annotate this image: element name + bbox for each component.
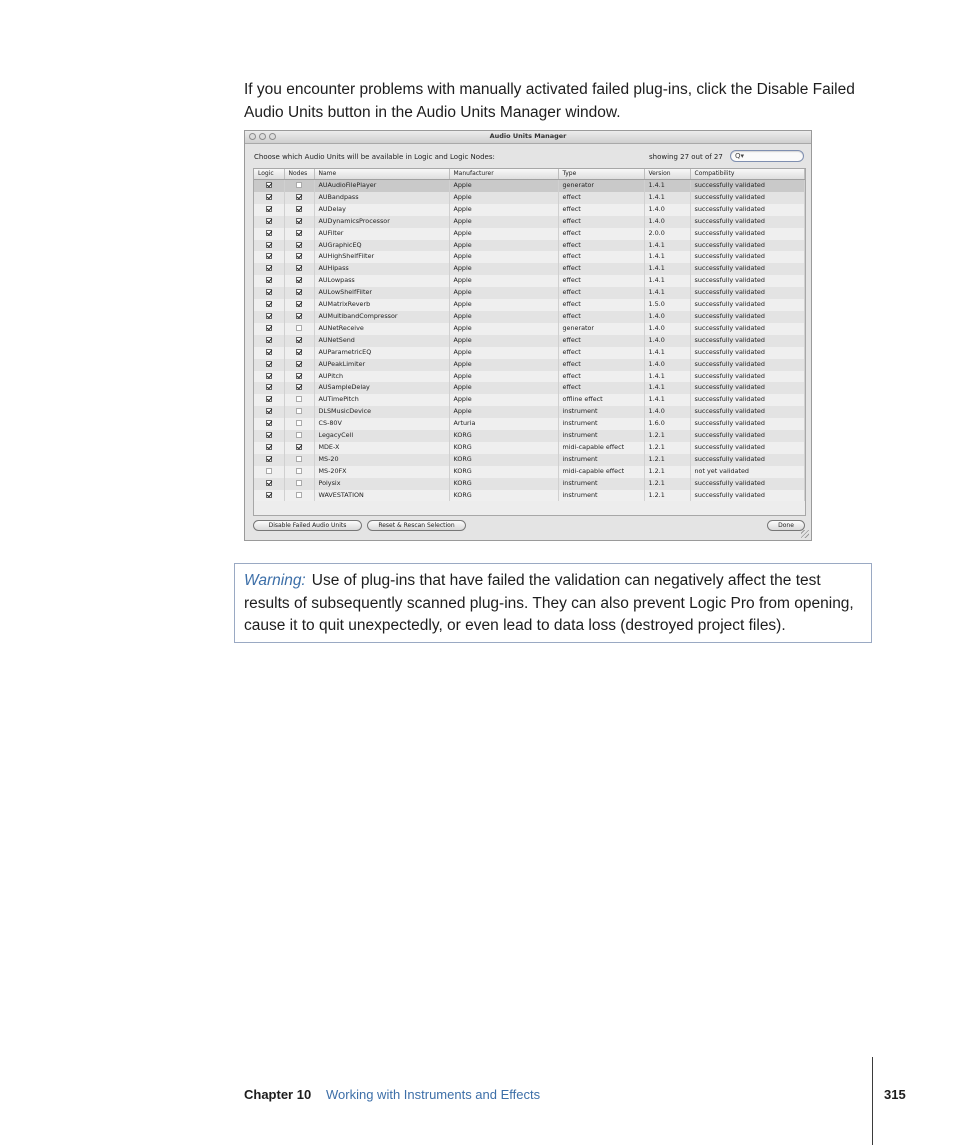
type-cell: effect — [558, 311, 644, 323]
version-cell: 1.4.0 — [644, 216, 690, 228]
prompt-label: Choose which Audio Units will be available in Logic and Logic Nodes: — [254, 153, 495, 161]
manufacturer-cell: KORG — [449, 466, 558, 478]
nodes-checkbox[interactable] — [296, 468, 302, 474]
manufacturer-cell: Apple — [449, 382, 558, 394]
version-cell: 1.2.1 — [644, 478, 690, 490]
logic-cell — [254, 192, 284, 204]
type-cell: effect — [558, 275, 644, 287]
table-row[interactable] — [254, 466, 805, 478]
nodes-cell — [284, 251, 314, 263]
version-cell: 1.4.1 — [644, 251, 690, 263]
name-cell: MDE-X — [314, 442, 449, 454]
nodes-cell — [284, 371, 314, 383]
table-row[interactable] — [254, 240, 805, 252]
warning-label: Warning: — [244, 572, 306, 589]
table-row[interactable] — [254, 478, 805, 490]
nodes-checkbox[interactable] — [296, 349, 302, 355]
nodes-cell — [284, 454, 314, 466]
table-row[interactable] — [254, 359, 805, 371]
manufacturer-cell: KORG — [449, 490, 558, 502]
compat-cell: successfully validated — [690, 311, 805, 323]
version-cell: 1.4.1 — [644, 371, 690, 383]
version-cell: 1.2.1 — [644, 454, 690, 466]
name-cell: AUMatrixReverb — [314, 299, 449, 311]
compat-cell: successfully validated — [690, 371, 805, 383]
logic-cell — [254, 335, 284, 347]
name-cell: AUGraphicEQ — [314, 240, 449, 252]
logic-checkbox[interactable] — [266, 444, 272, 450]
manufacturer-cell: Apple — [449, 359, 558, 371]
nodes-cell — [284, 228, 314, 240]
name-cell: WAVESTATION — [314, 490, 449, 502]
type-cell: effect — [558, 335, 644, 347]
logic-cell — [254, 275, 284, 287]
logic-cell — [254, 382, 284, 394]
logic-checkbox[interactable] — [266, 492, 272, 498]
column-header[interactable]: Version — [644, 169, 690, 180]
name-cell: AUDelay — [314, 204, 449, 216]
logic-cell — [254, 240, 284, 252]
done-button[interactable]: Done — [767, 520, 805, 531]
compat-cell: successfully validated — [690, 430, 805, 442]
nodes-cell — [284, 287, 314, 299]
nodes-cell — [284, 359, 314, 371]
logic-checkbox[interactable] — [266, 325, 272, 331]
logic-checkbox[interactable] — [266, 230, 272, 236]
name-cell: LegacyCell — [314, 430, 449, 442]
column-header[interactable]: Logic — [254, 169, 284, 180]
manufacturer-cell: KORG — [449, 442, 558, 454]
logic-cell — [254, 180, 284, 192]
type-cell: effect — [558, 216, 644, 228]
version-cell: 1.4.1 — [644, 263, 690, 275]
column-header[interactable]: Manufacturer — [449, 169, 558, 180]
manufacturer-cell: Apple — [449, 192, 558, 204]
manufacturer-cell: Arturia — [449, 418, 558, 430]
table-row[interactable] — [254, 454, 805, 466]
logic-checkbox[interactable] — [266, 301, 272, 307]
nodes-cell — [284, 323, 314, 335]
name-cell: CS-80V — [314, 418, 449, 430]
nodes-cell — [284, 466, 314, 478]
version-cell: 2.0.0 — [644, 228, 690, 240]
nodes-checkbox[interactable] — [296, 194, 302, 200]
table-row[interactable] — [254, 204, 805, 216]
reset-rescan-button[interactable]: Reset & Rescan Selection — [367, 520, 466, 531]
logic-checkbox[interactable] — [266, 313, 272, 319]
table-row[interactable] — [254, 490, 805, 502]
compat-cell: successfully validated — [690, 263, 805, 275]
logic-cell — [254, 454, 284, 466]
version-cell: 1.4.0 — [644, 323, 690, 335]
manufacturer-cell: Apple — [449, 204, 558, 216]
nodes-checkbox[interactable] — [296, 373, 302, 379]
logic-checkbox[interactable] — [266, 396, 272, 402]
compat-cell: successfully validated — [690, 382, 805, 394]
nodes-checkbox[interactable] — [296, 492, 302, 498]
compat-cell: successfully validated — [690, 192, 805, 204]
intro-paragraph: If you encounter problems with manually activated failed plug-ins, click the Disable Failed Audio Units button in the Audio Units Manager window. — [244, 80, 855, 121]
compat-cell: not yet validated — [690, 466, 805, 478]
warning-text: Use of plug-ins that have failed the validation can negatively affect the test results of subsequently scanned plug-ins. They can also prevent Logic Pro from opening, cause it to quit unexpectedly, or even lead to data loss (destroyed project files). — [244, 572, 854, 634]
table-row[interactable] — [254, 180, 805, 192]
manufacturer-cell: KORG — [449, 454, 558, 466]
manufacturer-cell: Apple — [449, 299, 558, 311]
compat-cell: successfully validated — [690, 359, 805, 371]
name-cell: AUHipass — [314, 263, 449, 275]
logic-checkbox[interactable] — [266, 218, 272, 224]
name-cell: AUNetReceive — [314, 323, 449, 335]
name-cell: AUHighShelfFilter — [314, 251, 449, 263]
type-cell: effect — [558, 192, 644, 204]
nodes-cell — [284, 335, 314, 347]
manufacturer-cell: Apple — [449, 311, 558, 323]
name-cell: AUMultibandCompressor — [314, 311, 449, 323]
logic-checkbox[interactable] — [266, 349, 272, 355]
version-cell: 1.4.0 — [644, 406, 690, 418]
version-cell: 1.4.1 — [644, 394, 690, 406]
name-cell: DLSMusicDevice — [314, 406, 449, 418]
table-row[interactable] — [254, 335, 805, 347]
type-cell: effect — [558, 347, 644, 359]
type-cell: midi-capable effect — [558, 466, 644, 478]
manufacturer-cell: Apple — [449, 371, 558, 383]
logic-checkbox[interactable] — [266, 289, 272, 295]
logic-checkbox[interactable] — [266, 480, 272, 486]
name-cell: AUDynamicsProcessor — [314, 216, 449, 228]
column-header[interactable]: Name — [314, 169, 449, 180]
table-row[interactable] — [254, 311, 805, 323]
type-cell: effect — [558, 382, 644, 394]
nodes-checkbox[interactable] — [296, 444, 302, 450]
version-cell: 1.4.0 — [644, 204, 690, 216]
compat-cell: successfully validated — [690, 275, 805, 287]
type-cell: effect — [558, 359, 644, 371]
name-cell: AUParametricEQ — [314, 347, 449, 359]
manufacturer-cell: Apple — [449, 240, 558, 252]
type-cell: generator — [558, 323, 644, 335]
compat-cell: successfully validated — [690, 204, 805, 216]
logic-checkbox[interactable] — [266, 456, 272, 462]
logic-cell — [254, 347, 284, 359]
nodes-checkbox[interactable] — [296, 182, 302, 188]
compat-cell: successfully validated — [690, 406, 805, 418]
compat-cell: successfully validated — [690, 454, 805, 466]
footer-chapter-title: Working with Instruments and Effects — [326, 1087, 541, 1102]
search-field[interactable] — [730, 150, 804, 162]
compat-cell: successfully validated — [690, 323, 805, 335]
type-cell: effect — [558, 287, 644, 299]
compat-cell: successfully validated — [690, 335, 805, 347]
nodes-cell — [284, 275, 314, 287]
manufacturer-cell: Apple — [449, 347, 558, 359]
column-header[interactable]: Type — [558, 169, 644, 180]
type-cell: effect — [558, 263, 644, 275]
nodes-checkbox[interactable] — [296, 277, 302, 283]
logic-cell — [254, 490, 284, 502]
type-cell: offline effect — [558, 394, 644, 406]
search-icon[interactable]: Q▾ — [735, 152, 745, 160]
audio-units-manager-window — [244, 130, 812, 541]
type-cell: instrument — [558, 406, 644, 418]
version-cell: 1.4.0 — [644, 335, 690, 347]
logic-cell — [254, 359, 284, 371]
table-header — [254, 169, 805, 180]
manufacturer-cell: Apple — [449, 275, 558, 287]
nodes-checkbox[interactable] — [296, 337, 302, 343]
type-cell: generator — [558, 180, 644, 192]
table-row[interactable] — [254, 263, 805, 275]
compat-cell: successfully validated — [690, 251, 805, 263]
logic-checkbox[interactable] — [266, 384, 272, 390]
resize-grip-icon[interactable] — [801, 530, 809, 538]
table-row[interactable] — [254, 192, 805, 204]
nodes-cell — [284, 394, 314, 406]
name-cell: AUPeakLimiter — [314, 359, 449, 371]
nodes-checkbox[interactable] — [296, 432, 302, 438]
compat-cell: successfully validated — [690, 418, 805, 430]
table-row[interactable] — [254, 251, 805, 263]
name-cell: AUNetSend — [314, 335, 449, 347]
table-row[interactable] — [254, 347, 805, 359]
nodes-cell — [284, 490, 314, 502]
nodes-checkbox[interactable] — [296, 301, 302, 307]
nodes-cell — [284, 192, 314, 204]
nodes-cell — [284, 204, 314, 216]
version-cell: 1.5.0 — [644, 299, 690, 311]
version-cell: 1.4.1 — [644, 192, 690, 204]
logic-cell — [254, 299, 284, 311]
compat-cell: successfully validated — [690, 478, 805, 490]
version-cell: 1.4.0 — [644, 359, 690, 371]
version-cell: 1.6.0 — [644, 418, 690, 430]
manufacturer-cell: Apple — [449, 228, 558, 240]
logic-checkbox[interactable] — [266, 253, 272, 259]
manufacturer-cell: KORG — [449, 478, 558, 490]
compat-cell: successfully validated — [690, 287, 805, 299]
version-cell: 1.4.1 — [644, 180, 690, 192]
logic-checkbox[interactable] — [266, 468, 272, 474]
disable-failed-audio-units-button[interactable]: Disable Failed Audio Units — [253, 520, 362, 531]
table-row[interactable] — [254, 430, 805, 442]
version-cell: 1.2.1 — [644, 490, 690, 502]
type-cell: instrument — [558, 478, 644, 490]
compat-cell: successfully validated — [690, 442, 805, 454]
name-cell: AUAudioFilePlayer — [314, 180, 449, 192]
logic-checkbox[interactable] — [266, 408, 272, 414]
nodes-checkbox[interactable] — [296, 384, 302, 390]
compat-cell: successfully validated — [690, 228, 805, 240]
compat-cell: successfully validated — [690, 216, 805, 228]
manufacturer-cell: Apple — [449, 251, 558, 263]
logic-cell — [254, 228, 284, 240]
logic-cell — [254, 287, 284, 299]
version-cell: 1.2.1 — [644, 430, 690, 442]
nodes-checkbox[interactable] — [296, 313, 302, 319]
name-cell: MS-20 — [314, 454, 449, 466]
nodes-checkbox[interactable] — [296, 361, 302, 367]
compat-cell: successfully validated — [690, 394, 805, 406]
manufacturer-cell: Apple — [449, 406, 558, 418]
compat-cell: successfully validated — [690, 490, 805, 502]
logic-cell — [254, 263, 284, 275]
compat-cell: successfully validated — [690, 347, 805, 359]
logic-checkbox[interactable] — [266, 182, 272, 188]
name-cell: AUBandpass — [314, 192, 449, 204]
nodes-cell — [284, 442, 314, 454]
version-cell: 1.2.1 — [644, 442, 690, 454]
footer-divider — [872, 1057, 873, 1145]
logic-cell — [254, 371, 284, 383]
nodes-checkbox[interactable] — [296, 230, 302, 236]
window-title: Audio Units Manager — [489, 132, 567, 140]
page-number: 315 — [884, 1087, 906, 1102]
logic-checkbox[interactable] — [266, 337, 272, 343]
manufacturer-cell: Apple — [449, 263, 558, 275]
table-row[interactable] — [254, 442, 805, 454]
table-row[interactable] — [254, 275, 805, 287]
nodes-checkbox[interactable] — [296, 289, 302, 295]
version-cell: 1.4.1 — [644, 240, 690, 252]
version-cell: 1.4.1 — [644, 382, 690, 394]
nodes-checkbox[interactable] — [296, 408, 302, 414]
nodes-checkbox[interactable] — [296, 253, 302, 259]
logic-cell — [254, 418, 284, 430]
logic-cell — [254, 204, 284, 216]
table-row[interactable] — [254, 216, 805, 228]
logic-cell — [254, 406, 284, 418]
nodes-cell — [284, 406, 314, 418]
manufacturer-cell: Apple — [449, 335, 558, 347]
nodes-cell — [284, 216, 314, 228]
manufacturer-cell: Apple — [449, 287, 558, 299]
manufacturer-cell: Apple — [449, 323, 558, 335]
table-row[interactable] — [254, 287, 805, 299]
nodes-checkbox[interactable] — [296, 325, 302, 331]
title-bar — [245, 131, 811, 144]
nodes-checkbox[interactable] — [296, 206, 302, 212]
type-cell: instrument — [558, 418, 644, 430]
type-cell: effect — [558, 371, 644, 383]
warning-box — [234, 563, 872, 643]
table-row[interactable] — [254, 299, 805, 311]
name-cell: Polysix — [314, 478, 449, 490]
manufacturer-cell: Apple — [449, 394, 558, 406]
name-cell: MS-20FX — [314, 466, 449, 478]
logic-cell — [254, 478, 284, 490]
logic-checkbox[interactable] — [266, 373, 272, 379]
type-cell: instrument — [558, 430, 644, 442]
footer-chapter: Chapter 10 — [244, 1087, 312, 1102]
name-cell: AULowShelfFilter — [314, 287, 449, 299]
logic-cell — [254, 466, 284, 478]
manufacturer-cell: Apple — [449, 180, 558, 192]
showing-count: showing 27 out of 27 — [649, 153, 723, 161]
name-cell: AUTimePitch — [314, 394, 449, 406]
logic-checkbox[interactable] — [266, 432, 272, 438]
nodes-cell — [284, 240, 314, 252]
manufacturer-cell: KORG — [449, 430, 558, 442]
logic-checkbox[interactable] — [266, 194, 272, 200]
type-cell: effect — [558, 240, 644, 252]
logic-checkbox[interactable] — [266, 265, 272, 271]
version-cell: 1.4.1 — [644, 287, 690, 299]
version-cell: 1.4.1 — [644, 347, 690, 359]
logic-checkbox[interactable] — [266, 206, 272, 212]
column-header[interactable]: Nodes — [284, 169, 314, 180]
logic-checkbox[interactable] — [266, 361, 272, 367]
table-row[interactable] — [254, 371, 805, 383]
logic-cell — [254, 311, 284, 323]
nodes-checkbox[interactable] — [296, 396, 302, 402]
table-row[interactable] — [254, 382, 805, 394]
type-cell: instrument — [558, 454, 644, 466]
nodes-checkbox[interactable] — [296, 242, 302, 248]
nodes-checkbox[interactable] — [296, 456, 302, 462]
nodes-checkbox[interactable] — [296, 218, 302, 224]
name-cell: AUSampleDelay — [314, 382, 449, 394]
nodes-cell — [284, 382, 314, 394]
logic-cell — [254, 394, 284, 406]
logic-checkbox[interactable] — [266, 420, 272, 426]
column-header[interactable]: Compatibility — [690, 169, 805, 180]
nodes-checkbox[interactable] — [296, 480, 302, 486]
type-cell: midi-capable effect — [558, 442, 644, 454]
table-row[interactable] — [254, 228, 805, 240]
type-cell: effect — [558, 251, 644, 263]
nodes-cell — [284, 299, 314, 311]
type-cell: effect — [558, 228, 644, 240]
name-cell: AUFilter — [314, 228, 449, 240]
logic-cell — [254, 323, 284, 335]
name-cell: AULowpass — [314, 275, 449, 287]
nodes-cell — [284, 311, 314, 323]
audio-units-table — [253, 168, 806, 516]
version-cell: 1.4.1 — [644, 275, 690, 287]
manufacturer-cell: Apple — [449, 216, 558, 228]
nodes-cell — [284, 180, 314, 192]
nodes-checkbox[interactable] — [296, 420, 302, 426]
type-cell: effect — [558, 299, 644, 311]
compat-cell: successfully validated — [690, 299, 805, 311]
nodes-checkbox[interactable] — [296, 265, 302, 271]
logic-cell — [254, 442, 284, 454]
logic-cell — [254, 251, 284, 263]
logic-cell — [254, 430, 284, 442]
table-row[interactable] — [254, 406, 805, 418]
nodes-cell — [284, 263, 314, 275]
logic-checkbox[interactable] — [266, 242, 272, 248]
nodes-cell — [284, 430, 314, 442]
logic-checkbox[interactable] — [266, 277, 272, 283]
table-row[interactable] — [254, 394, 805, 406]
nodes-cell — [284, 418, 314, 430]
compat-cell: successfully validated — [690, 180, 805, 192]
nodes-cell — [284, 347, 314, 359]
type-cell: instrument — [558, 490, 644, 502]
type-cell: effect — [558, 204, 644, 216]
table-row[interactable] — [254, 323, 805, 335]
logic-cell — [254, 216, 284, 228]
nodes-cell — [284, 478, 314, 490]
table-row[interactable] — [254, 418, 805, 430]
name-cell: AUPitch — [314, 371, 449, 383]
version-cell: 1.4.0 — [644, 311, 690, 323]
version-cell: 1.2.1 — [644, 466, 690, 478]
compat-cell: successfully validated — [690, 240, 805, 252]
